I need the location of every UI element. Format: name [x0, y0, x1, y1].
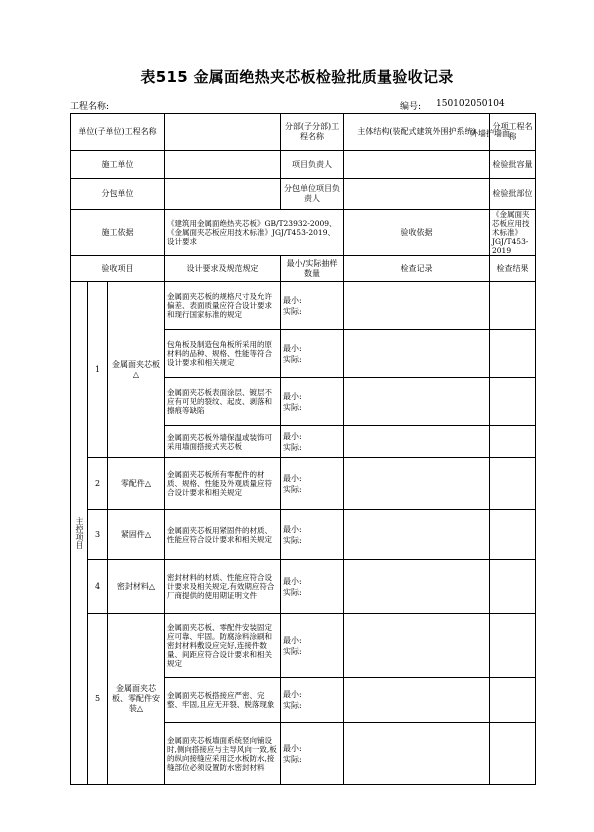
acceptance-basis-value: 《金属面夹芯板应用技术标准》JGJ/T453-2019 [490, 210, 536, 256]
sample-count: 最小: 实际: [281, 282, 344, 330]
check-result[interactable] [490, 458, 536, 510]
item-name: 紧固件△ [108, 510, 165, 560]
page-title: 表515 金属面绝热夹芯板检验批质量验收记录 [140, 68, 454, 86]
check-result[interactable] [490, 330, 536, 378]
check-result[interactable] [490, 426, 536, 458]
check-record[interactable] [344, 330, 490, 378]
serial-value: 150102050104 [436, 99, 505, 109]
requirement: 金属面夹芯板墙面系统竖向铺设时,侧向搭接应与主导风向一致,板的纵向接缝应采用泛水板防水,接缝部位必须设置防水密封材料 [165, 723, 281, 785]
check-result[interactable] [490, 678, 536, 723]
sample-count: 最小: 实际: [281, 678, 344, 723]
lot-capacity-label: 检验批容量 [490, 151, 536, 179]
pm-value[interactable] [344, 151, 490, 179]
contractor-label: 施工单位 [71, 151, 165, 179]
subitem-value: 外墙护墙面 [470, 129, 510, 138]
unit-value[interactable] [165, 114, 281, 151]
check-record[interactable] [344, 723, 490, 785]
check-result[interactable] [490, 560, 536, 614]
subcontractor-label: 分包单位 [71, 179, 165, 210]
basis-label: 施工依据 [71, 210, 165, 256]
sample-count: 最小: 实际: [281, 426, 344, 458]
requirement: 金属面夹芯板用紧固件的材质、性能应符合设计要求和相关规定 [165, 510, 281, 560]
requirement: 金属面夹芯板的规格尺寸及允许偏差、表面质量应符合设计要求和现行国家标准的规定 [165, 282, 281, 330]
item-no: 5 [88, 614, 108, 785]
check-record[interactable] [344, 426, 490, 458]
sample-count: 最小: 实际: [281, 330, 344, 378]
item-no: 3 [88, 510, 108, 560]
check-result[interactable] [490, 614, 536, 678]
unit-label: 单位(子单位)工程名称 [71, 114, 165, 151]
check-result[interactable] [490, 510, 536, 560]
check-record[interactable] [344, 614, 490, 678]
requirement: 包角板及制造包角板所采用的原材料的品种、规格、性能等符合设计要求和相关规定 [165, 330, 281, 378]
requirement: 金属面夹芯板所有零配件的材质、规格、性能及外观质量应符合设计要求和相关规定 [165, 458, 281, 510]
sample-count: 最小: 实际: [281, 614, 344, 678]
check-result[interactable] [490, 723, 536, 785]
sample-count: 最小: 实际: [281, 560, 344, 614]
pm-label: 项目负责人 [281, 151, 344, 179]
item-no: 2 [88, 458, 108, 510]
sample-count: 最小: 实际: [281, 458, 344, 510]
check-record[interactable] [344, 678, 490, 723]
division-value: 主体结构(装配式建筑外围护系统) [344, 114, 490, 151]
requirement: 金属面夹芯板表面涂层、镀层不应有可见的裂纹、起皮、剥落和擦痕等缺陷 [165, 378, 281, 426]
col-record: 检查记录 [344, 256, 490, 282]
sub-pm-label: 分包单位项目负责人 [281, 179, 344, 210]
check-record[interactable] [344, 560, 490, 614]
item-no: 1 [88, 282, 108, 458]
requirement: 密封材料的材质、性能应符合设计要求及相关规定,有效期应符合厂商提供的使用期证明文件 [165, 560, 281, 614]
subcontractor-value[interactable] [165, 179, 281, 210]
check-record[interactable] [344, 510, 490, 560]
col-item: 验收项目 [71, 256, 165, 282]
requirement: 金属面夹芯板、零配件安装固定应可靠、牢固。防腐涂料涂刷和密封材料敷设应完好,连接件数量、间距应符合设计要求和相关规定 [165, 614, 281, 678]
check-record[interactable] [344, 378, 490, 426]
col-min: 最小/实际抽样数量 [281, 256, 344, 282]
division-label: 分部(子分部)工程名称 [281, 114, 344, 151]
item-name: 金属面夹芯板△ [108, 282, 165, 458]
check-record[interactable] [344, 282, 490, 330]
sub-pm-value[interactable] [344, 179, 490, 210]
item-no: 4 [88, 560, 108, 614]
check-result[interactable] [490, 378, 536, 426]
section-main-control: 主控项目 [71, 282, 88, 785]
basis-value: 《建筑用金属面绝热夹芯板》GB/T23932-2009、《金属面夹芯板应用技术标准》JGJ/T453-2019、设计要求 [165, 210, 344, 256]
acceptance-basis-label: 验收依据 [344, 210, 490, 256]
check-record[interactable] [344, 458, 490, 510]
col-req: 设计要求及规范规定 [165, 256, 281, 282]
col-result: 检查结果 [490, 256, 536, 282]
sample-count: 最小: 实际: [281, 378, 344, 426]
subitem-label: 分项工程名称 [490, 114, 536, 151]
check-result[interactable] [490, 282, 536, 330]
requirement: 金属面夹芯板外墙保温或装饰可采用墙面搭接式夹芯板 [165, 426, 281, 458]
item-name: 零配件△ [108, 458, 165, 510]
requirement: 金属面夹芯板搭接应严密、完整、牢固,且应无开裂、脱落现象 [165, 678, 281, 723]
project-name-label: 工程名称: [70, 102, 110, 112]
lot-location-label: 检验批部位 [490, 179, 536, 210]
item-name: 金属面夹芯板、零配件安装△ [108, 614, 165, 785]
sample-count: 最小: 实际: [281, 723, 344, 785]
sample-count: 最小: 实际: [281, 510, 344, 560]
contractor-value[interactable] [165, 151, 281, 179]
inspection-table [70, 113, 536, 785]
item-name: 密封材料△ [108, 560, 165, 614]
serial-label: 编号: [400, 102, 422, 112]
